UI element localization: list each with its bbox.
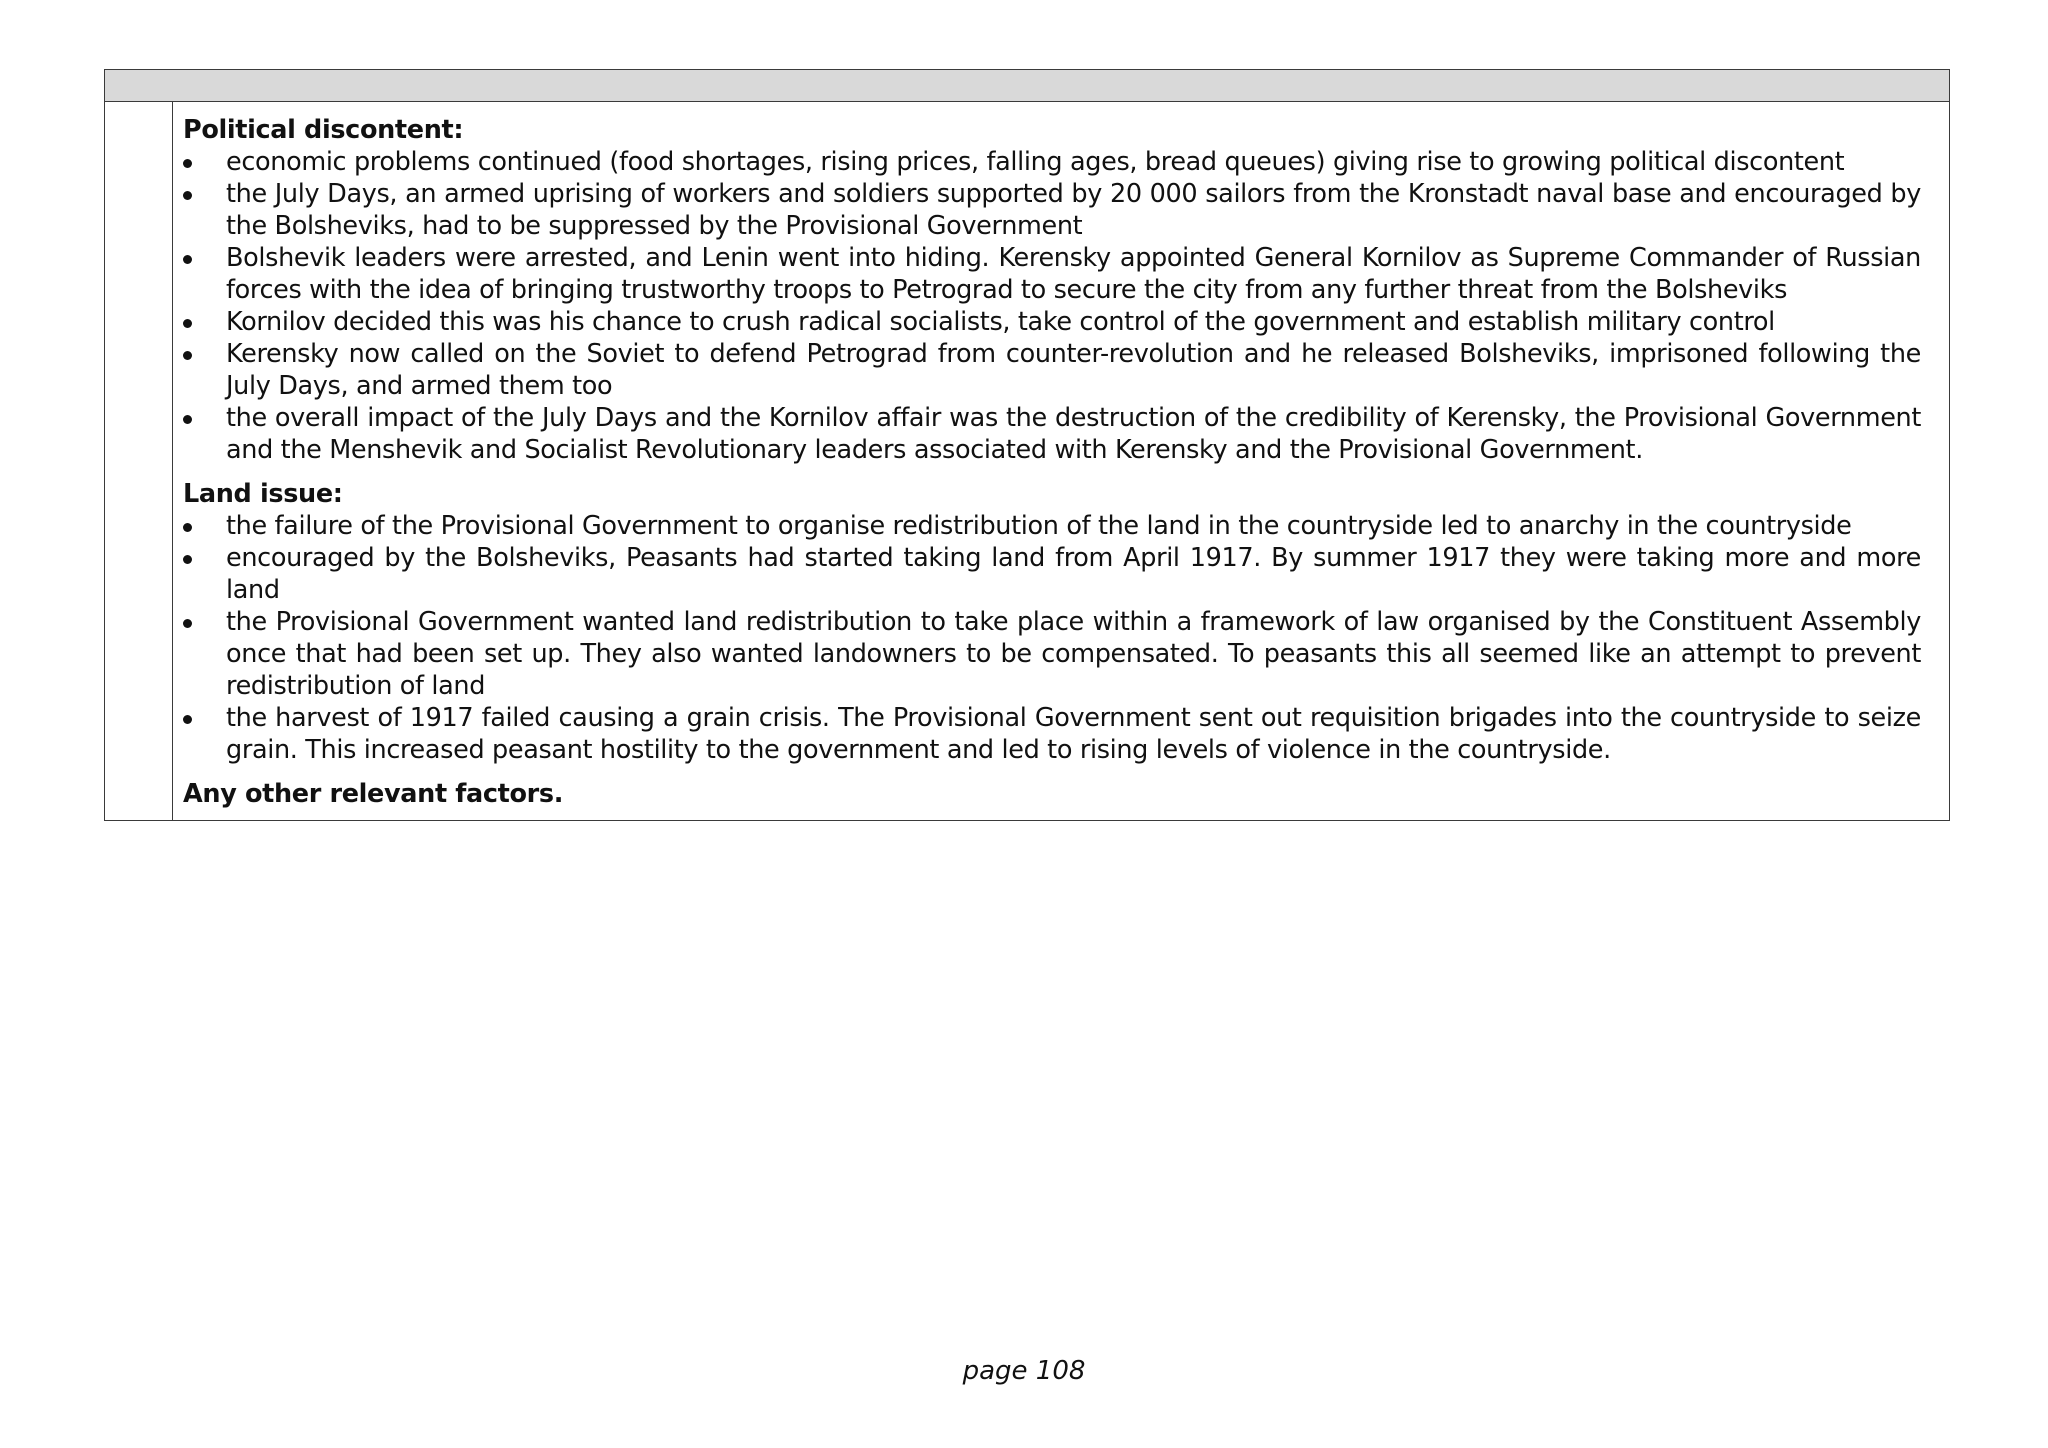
closing-note: Any other relevant factors.: [183, 779, 564, 809]
bullet-icon: [183, 555, 192, 564]
bullet-icon: [183, 415, 192, 424]
bullet-icon: [183, 523, 192, 532]
list-item: the overall impact of the July Days and the Kornilov affair was the destruction of the credibility of Kerensky, the Provisional Government and the Menshevik and Socialist Revolutionary leaders associated with Kerensky and the Provisional Government.: [183, 402, 1921, 466]
political-list: [183, 146, 1921, 466]
list-item: the failure of the Provisional Government to organise redistribution of the land in the countryside led to anarchy in the countryside: [183, 510, 1921, 542]
list-item: the July Days, an armed uprising of workers and soldiers supported by 20 000 sailors from the Kronstadt naval base and encouraged by the Bolsheviks, had to be suppressed by the Provisional Government: [183, 178, 1921, 242]
table-header-cell: [105, 70, 1950, 102]
marking-table: [104, 69, 1950, 821]
bullet-icon: [183, 159, 192, 168]
list-item: Kerensky now called on the Soviet to defend Petrograd from counter-revolution and he released Bolsheviks, imprisoned following the July Days, and armed them too: [183, 338, 1921, 402]
list-item: economic problems continued (food shortages, rising prices, falling ages, bread queues) giving rise to growing political discontent: [183, 146, 1921, 178]
table-header-row: [105, 70, 1950, 102]
marking-content-cell: [173, 102, 1950, 821]
table-row: [105, 102, 1950, 821]
bullet-icon: [183, 619, 192, 628]
section-heading-political: Political discontent:: [183, 115, 464, 145]
question-number-cell: [105, 102, 173, 821]
bullet-icon: [183, 319, 192, 328]
land-list: [183, 510, 1921, 766]
bullet-icon: [183, 191, 192, 200]
list-item: Kornilov decided this was his chance to crush radical socialists, take control of the government and establish military control: [183, 306, 1921, 338]
list-item: the harvest of 1917 failed causing a grain crisis. The Provisional Government sent out requisition brigades into the countryside to seize grain. This increased peasant hostility to the government and led to rising levels of violence in the countryside.: [183, 702, 1921, 766]
page-number: page 108: [962, 1356, 1086, 1386]
list-item: Bolshevik leaders were arrested, and Lenin went into hiding. Kerensky appointed General Kornilov as Supreme Commander of Russian forces with the idea of bringing trustworthy troops to Petrograd to secure the city from any further threat from the Bolsheviks: [183, 242, 1921, 306]
bullet-icon: [183, 715, 192, 724]
list-item: the Provisional Government wanted land redistribution to take place within a framework of law organised by the Constituent Assembly once that had been set up. They also wanted landowners to be compensated. To peasants this all seemed like an attempt to prevent redistribution of land: [183, 606, 1921, 702]
section-heading-land: Land issue:: [183, 479, 343, 509]
list-item: encouraged by the Bolsheviks, Peasants had started taking land from April 1917. By summer 1917 they were taking more and more land: [183, 542, 1921, 606]
bullet-icon: [183, 255, 192, 264]
bullet-icon: [183, 351, 192, 360]
